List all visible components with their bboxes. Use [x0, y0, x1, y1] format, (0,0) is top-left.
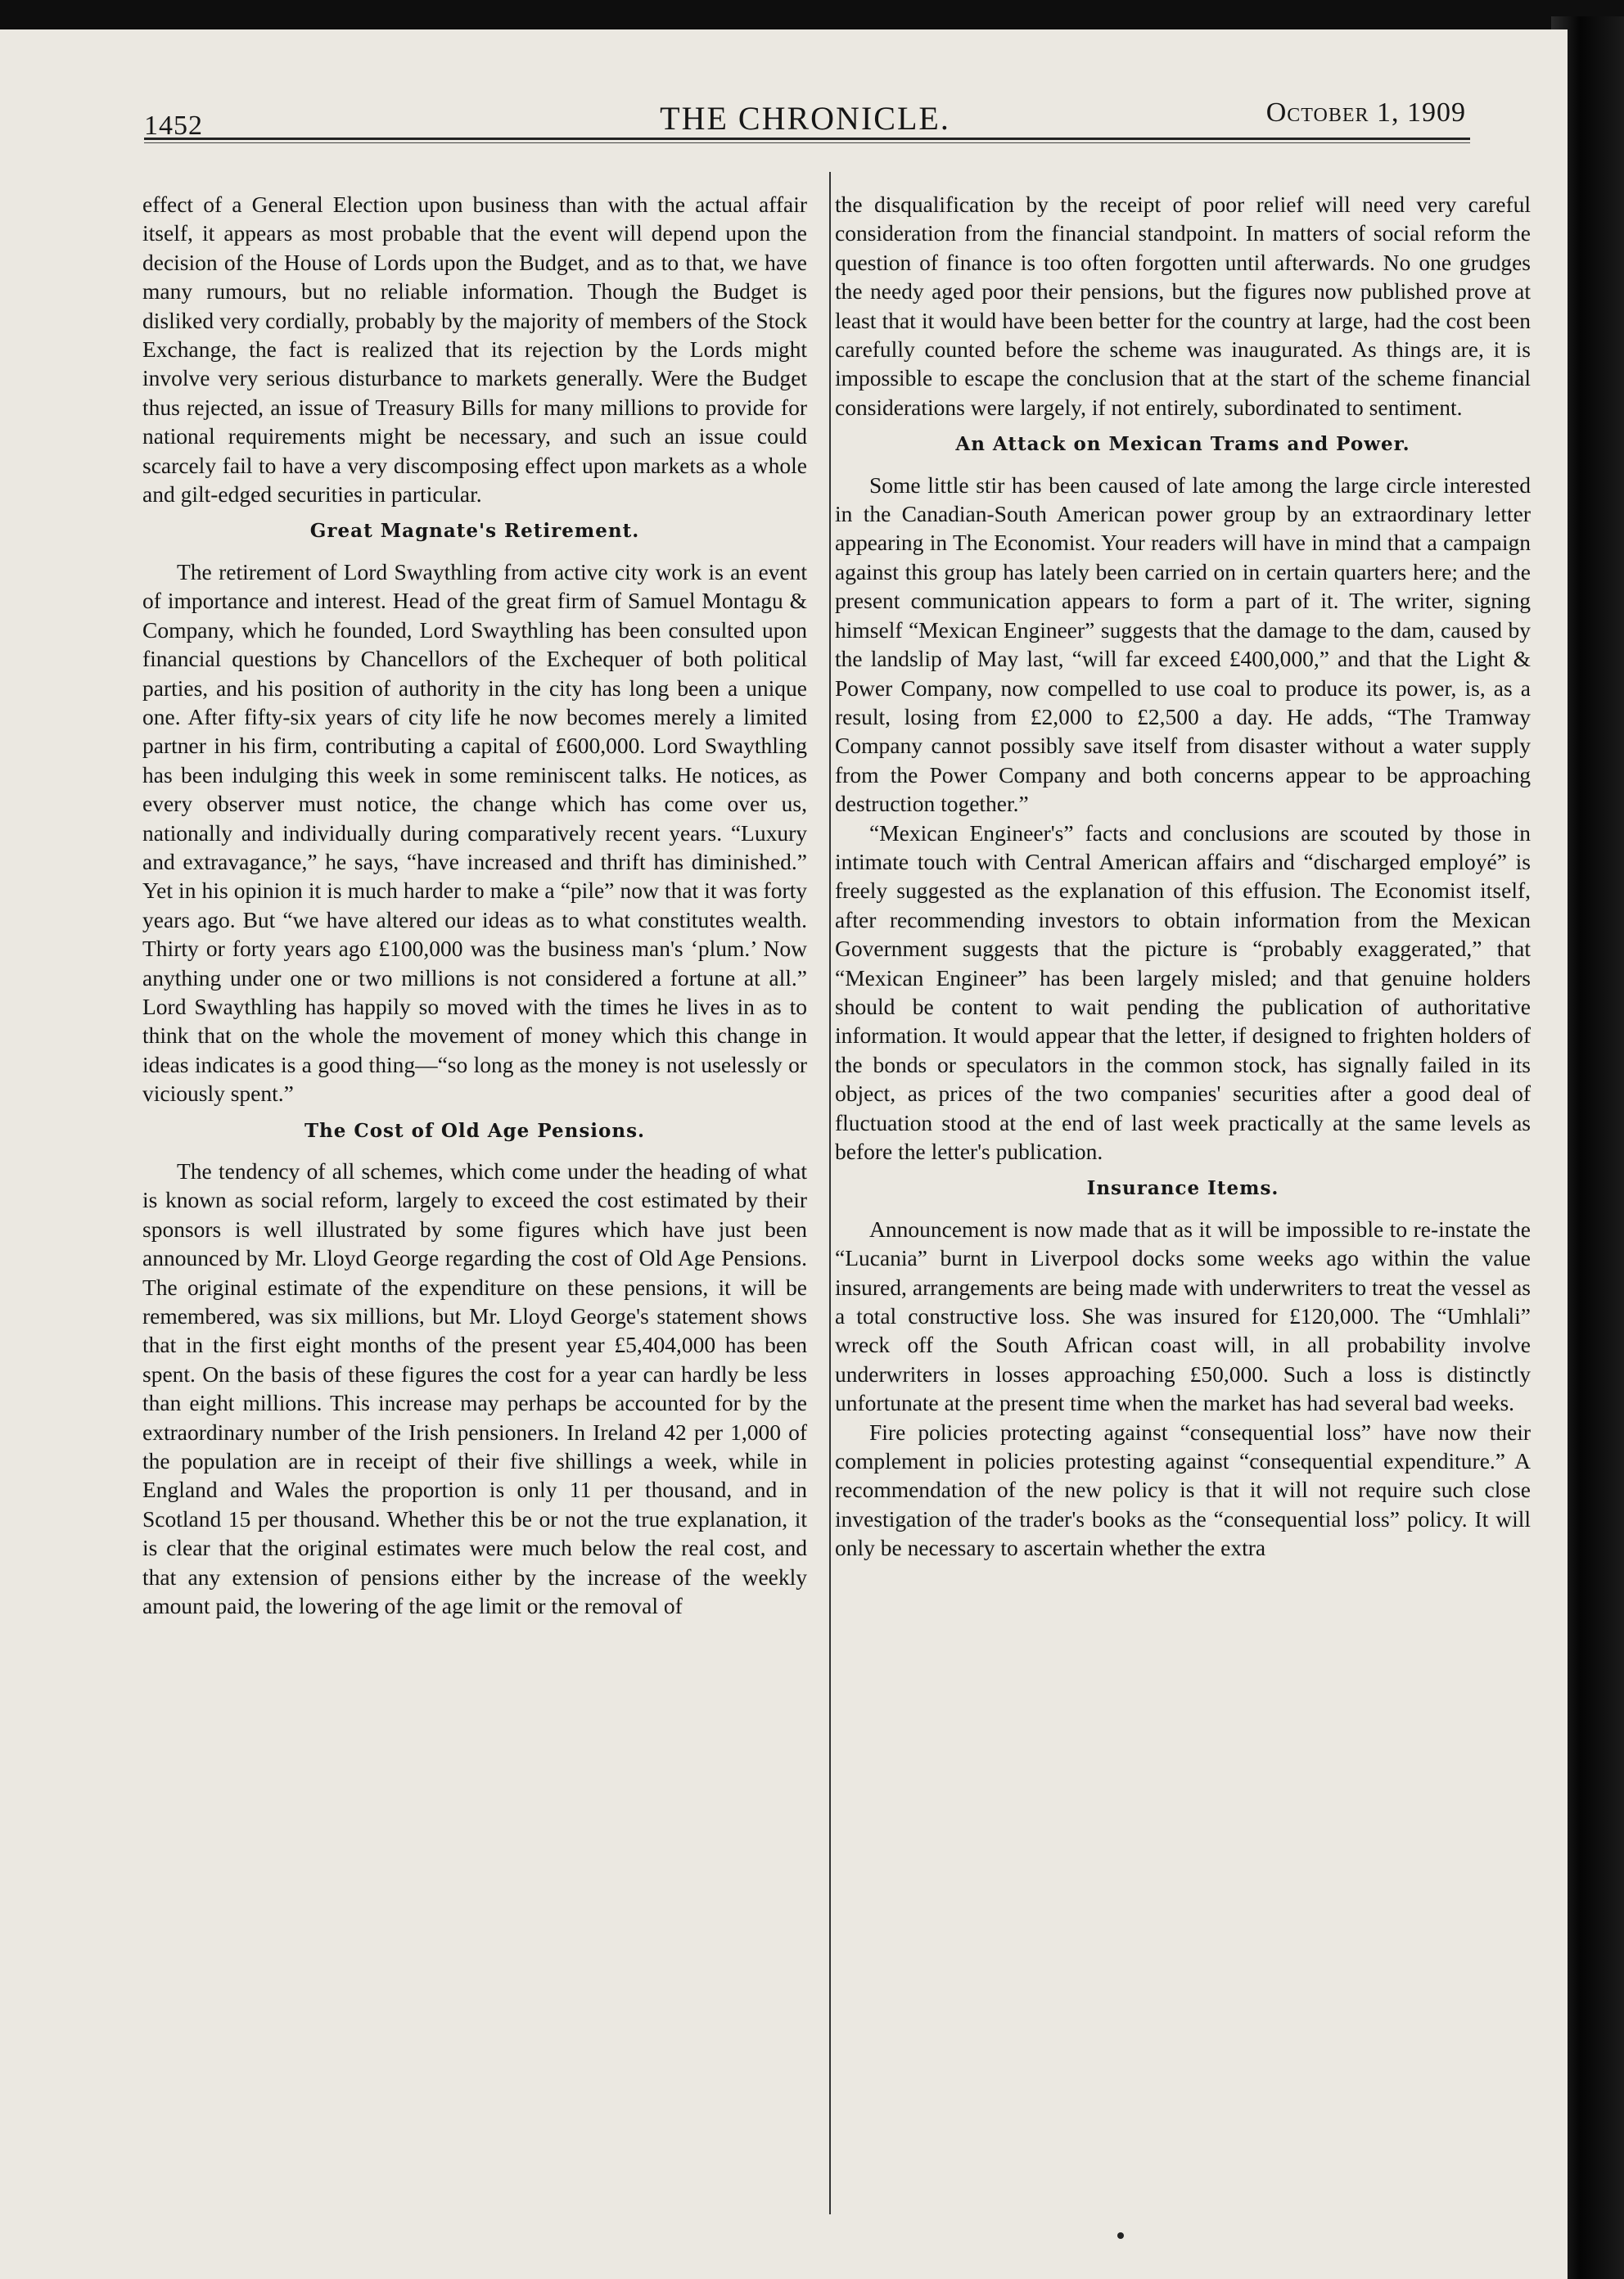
- paragraph-swaythling-retirement: The retirement of Lord Swaythling from active city work is an event of importance and interest. Head of the great firm of Samuel Montagu & Company, which he founded, Lord Swaythling has been consulted upon financial questions by Chancellors of the Exchequer of both political parties, and his position of authority in the city has long been a unique one. After fifty-six years of city life he now becomes merely a limited partner in his firm, contributing a capital of £600,000. Lord Swaythling has been indulging this week in some reminiscent talks. He notices, as every observer must notice, the change which has come over us, nationally and individually during comparatively recent years. “Luxury and extravagance,” he says, “have increased and thrift has diminished.” Yet in his opinion it is much harder to make a “pile” now that it was forty years ago. But “we have altered our ideas as to what constitutes wealth. Thirty or forty years ago £100,000 was the business man's ‘plum.’ Now anything under one or two millions is not considered a fortune at all.” Lord Swaythling has happily so moved with the times he lives in as to think that on the whole the movement of money which this change in ideas indicates is a good thing—“so long as the money is not uselessly or viciously spent.”: [142, 558, 807, 1107]
- header-rule-thin: [144, 142, 1470, 143]
- issue-date: October 1, 1909: [1265, 97, 1466, 128]
- left-intro-paragraph: effect of a General Election upon business than with the actual affair itself, it appears as most probable that the event will depend upon the decision of the House of Lords upon the Budget, and as to that, we have many rumours, but no reliable information. Though the Budget is disliked very cordially, probably by the majority of members of the Stock Exchange, the fact is realized that its rejection by the Lords might involve very serious disturbance to markets generally. Were the Budget thus rejected, an issue of Treasury Bills for many millions to provide for national requirements might be necessary, and such an issue could scarcely fail to have a very discomposing effect upon markets as a whole and gilt-edged securities in particular.: [142, 192, 807, 508]
- paragraph-fire-policies: Fire policies protecting against “consequential loss” have now their complement in policies protesting against “consequential expenditure.” A recommendation of the new policy is that it will not require such close investigation of the trader's books as the “consequential loss” policy. It will only be necessary to ascertain whether the extra: [835, 1419, 1531, 1561]
- paragraph-mexican-engineer-response: “Mexican Engineer's” facts and conclusions are scouted by those in intimate touch with Central American affairs and “discharged employé” is freely suggested as the explanation of this effusion. The Economist itself, after recommending investors to obtain information from the Mexican Government suggests that the picture is “probably exaggerated,” that “Mexican Engineer” has been largely misled; and that genuine holders should be content to wait pending the publication of authoritative information. It would appear that the letter, if designed to frighten holders of the bonds or speculators in the common stock, has signally failed in its object, as prices of the two companies' securities after a good deal of fluctuation stood at the end of last week practically at the same levels as before the letter's publication.: [835, 819, 1531, 1164]
- page-mark: [1117, 2232, 1124, 2239]
- heading-mexican-trams-power: An Attack on Mexican Trams and Power.: [955, 433, 1410, 456]
- header-rule-thick: [144, 138, 1470, 140]
- masthead-title: THE CHRONICLE.: [660, 100, 950, 137]
- right-intro-paragraph: the disqualification by the receipt of poor relief will need very careful consideration from the financial standpoint. In matters of social reform the question of finance is too often forgotten until afterwards. No one grudges the needy aged poor their pensions, but the figures now published prove at least that it would have been better for the country at large, had the cost been carefully counted before the scheme was inaugurated. As things are, it is impossible to escape the conclusion that at the start of the scheme financial considerations were largely, if not entirely, subordinated to sentiment.: [835, 192, 1531, 420]
- paragraph-lucania-umhlali: Announcement is now made that as it will be impossible to re-instate the “Lucania” burnt in Liverpool docks some weeks ago within the value insured, arrangements are being made with underwriters to treat the vessel as a total constructive loss. She was insured for £120,000. The “Umhlali” wreck off the South African coast will, in all probability involve underwriters in losses approaching £50,000. Such a loss is distinctly unfortunate at the present time when the market has had several bad weeks.: [835, 1216, 1531, 1416]
- paragraph-old-age-pensions: The tendency of all schemes, which come under the heading of what is known as social reform, largely to exceed the cost estimated by their sponsors is well illustrated by some figures which have just been announced by Mr. Lloyd George regarding the cost of Old Age Pensions. The original estimate of the expenditure on these pensions, it will be remembered, was six millions, but Mr. Lloyd George's statement shows that in the first eight months of the present year £5,404,000 has been spent. On the basis of these figures the cost for a year can hardly be less than eight millions. This increase may perhaps be accounted for by the extraordinary number of the Irish pensioners. In Ireland 42 per 1,000 of the population are in receipt of their five shillings a week, while in England and Wales the proportion is only 11 per thousand, and in Scotland 15 per thousand. Whether this be or not the true explanation, it is clear that the original estimates were much below the real cost, and that any extension of pensions either by the increase of the weekly amount paid, the lowering of the age limit or the removal of: [142, 1158, 807, 1619]
- heading-insurance-items: Insurance Items.: [1086, 1177, 1279, 1200]
- left-column: [142, 190, 807, 1621]
- page-header: [144, 70, 1466, 141]
- column-divider: [829, 172, 831, 2214]
- page-number: 1452: [144, 111, 203, 141]
- heading-great-magnates-retirement: Great Magnate's Retirement.: [309, 520, 640, 543]
- heading-cost-of-old-age-pensions: The Cost of Old Age Pensions.: [304, 1119, 646, 1142]
- paragraph-mexican-letter: Some little stir has been caused of late among the large circle interested in the Canadian-South American power group by an extraordinary letter appearing in The Economist. Your readers will have in mind that a campaign against this group has lately been carried on in certain quarters here; and the present communication appears to form a part of it. The writer, signing himself “Mexican Engineer” suggests that the damage to the dam, caused by the landslip of May last, “will far exceed £400,000,” and that the Light & Power Company, now compelled to use coal to produce its power, is, as a result, losing from £2,000 to £2,500 a day. He adds, “The Tramway Company cannot possibly save itself from disaster without a water supply from the Power Company and both concerns appear to be approaching destruction together.”: [835, 472, 1531, 817]
- right-column: [835, 190, 1531, 1563]
